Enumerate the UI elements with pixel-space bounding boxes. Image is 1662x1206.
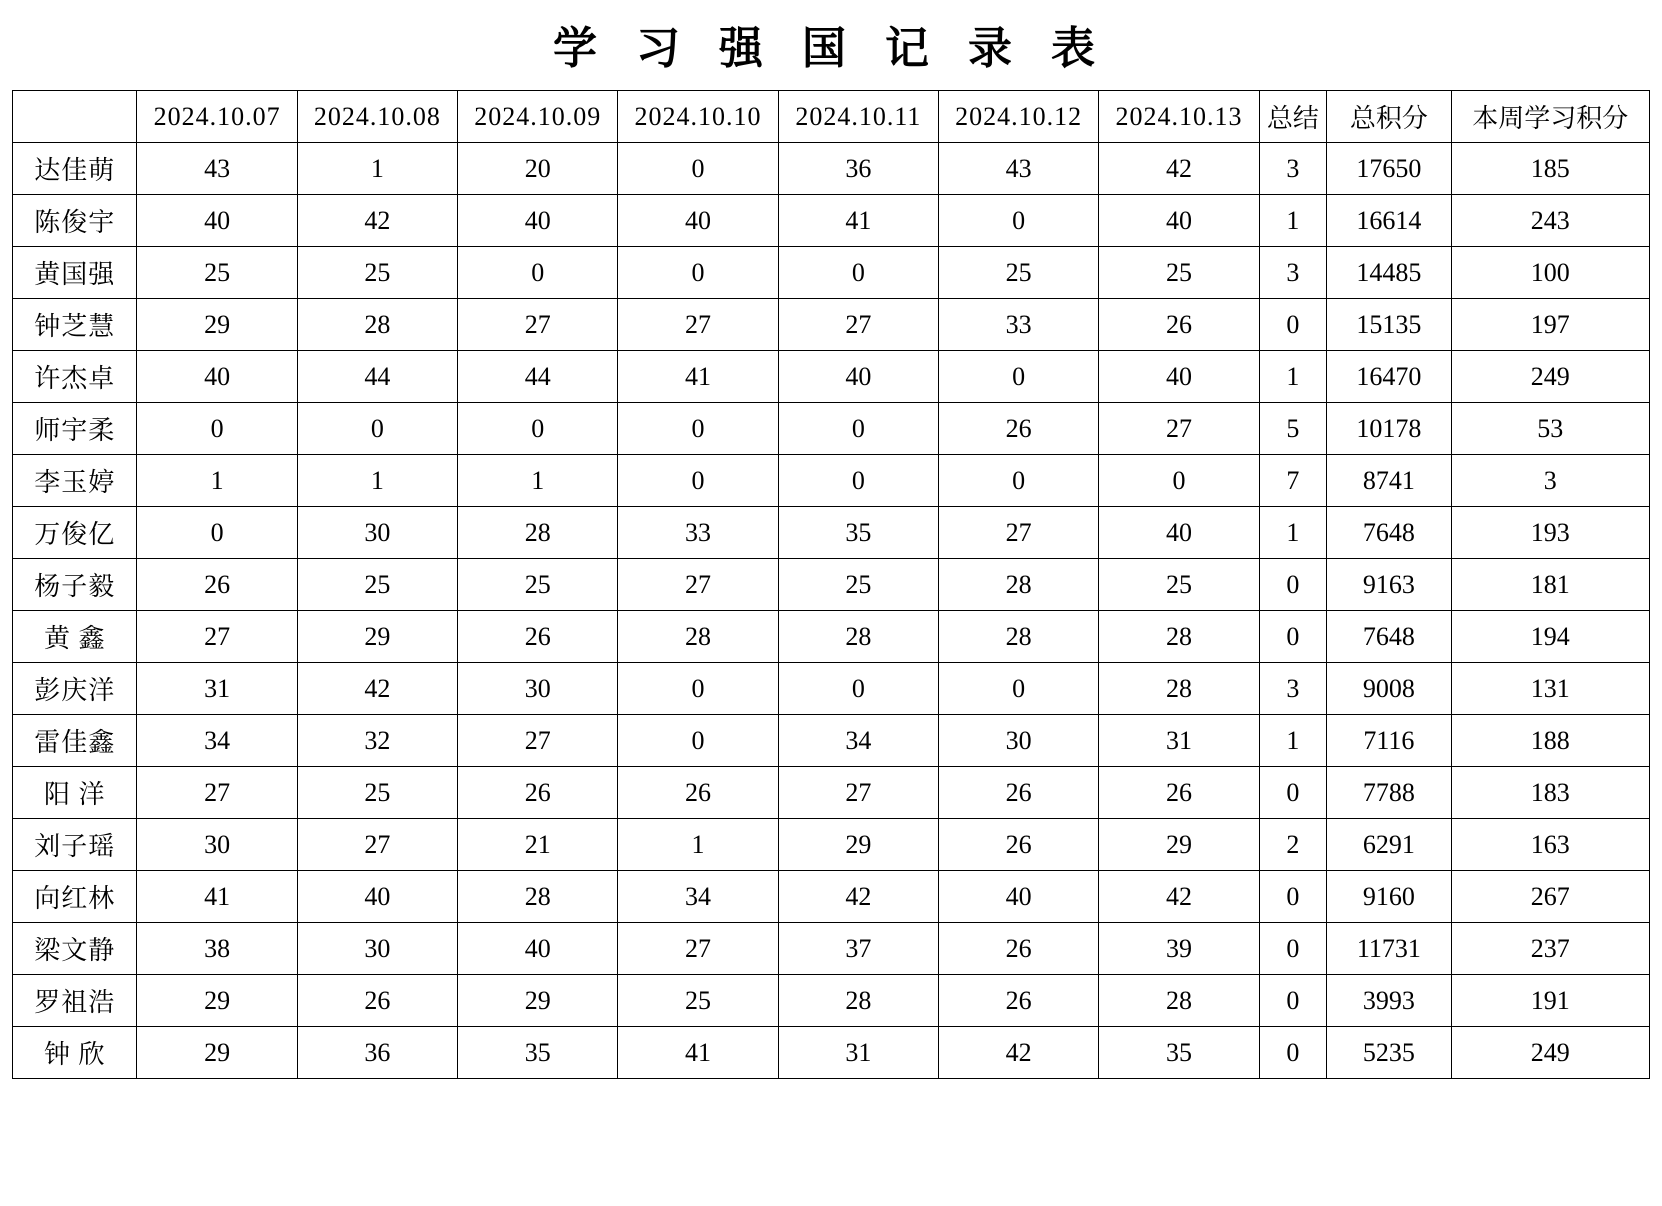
day-score-cell: 40 (1099, 507, 1259, 559)
day-score-cell: 28 (458, 871, 618, 923)
total-points-cell: 16614 (1327, 195, 1451, 247)
day-score-cell: 40 (1099, 351, 1259, 403)
day-score-cell: 0 (778, 247, 938, 299)
day-score-cell: 30 (939, 715, 1099, 767)
day-score-cell: 28 (939, 611, 1099, 663)
header-day-2: 2024.10.08 (297, 91, 457, 143)
total-points-cell: 9163 (1327, 559, 1451, 611)
day-score-cell: 30 (137, 819, 297, 871)
total-points-cell: 14485 (1327, 247, 1451, 299)
day-score-cell: 29 (458, 975, 618, 1027)
student-name-cell: 万俊亿 (13, 507, 137, 559)
total-points-cell: 16470 (1327, 351, 1451, 403)
day-score-cell: 26 (137, 559, 297, 611)
day-score-cell: 0 (458, 403, 618, 455)
week-points-cell: 3 (1451, 455, 1649, 507)
total-points-cell: 6291 (1327, 819, 1451, 871)
student-name-cell: 钟芝慧 (13, 299, 137, 351)
day-score-cell: 34 (137, 715, 297, 767)
summary-cell: 3 (1259, 247, 1327, 299)
total-points-cell: 5235 (1327, 1027, 1451, 1079)
day-score-cell: 0 (137, 403, 297, 455)
day-score-cell: 40 (458, 923, 618, 975)
total-points-cell: 7648 (1327, 611, 1451, 663)
student-name-cell: 许杰卓 (13, 351, 137, 403)
week-points-cell: 194 (1451, 611, 1649, 663)
summary-cell: 1 (1259, 351, 1327, 403)
student-name-cell: 李玉婷 (13, 455, 137, 507)
week-points-cell: 191 (1451, 975, 1649, 1027)
day-score-cell: 33 (939, 299, 1099, 351)
student-name-cell: 陈俊宇 (13, 195, 137, 247)
week-points-cell: 100 (1451, 247, 1649, 299)
summary-cell: 0 (1259, 611, 1327, 663)
day-score-cell: 28 (1099, 611, 1259, 663)
day-score-cell: 28 (778, 611, 938, 663)
day-score-cell: 30 (297, 507, 457, 559)
week-points-cell: 267 (1451, 871, 1649, 923)
summary-cell: 3 (1259, 143, 1327, 195)
table-row (13, 923, 1650, 975)
day-score-cell: 26 (939, 819, 1099, 871)
day-score-cell: 0 (618, 403, 778, 455)
header-day-1: 2024.10.07 (137, 91, 297, 143)
summary-cell: 0 (1259, 871, 1327, 923)
week-points-cell: 183 (1451, 767, 1649, 819)
student-name-cell: 达佳萌 (13, 143, 137, 195)
week-points-cell: 163 (1451, 819, 1649, 871)
header-day-7: 2024.10.13 (1099, 91, 1259, 143)
table-row (13, 663, 1650, 715)
day-score-cell: 0 (458, 247, 618, 299)
day-score-cell: 29 (137, 299, 297, 351)
day-score-cell: 29 (1099, 819, 1259, 871)
day-score-cell: 42 (939, 1027, 1099, 1079)
day-score-cell: 29 (297, 611, 457, 663)
table-row (13, 1027, 1650, 1079)
day-score-cell: 38 (137, 923, 297, 975)
week-points-cell: 188 (1451, 715, 1649, 767)
day-score-cell: 27 (618, 299, 778, 351)
day-score-cell: 44 (458, 351, 618, 403)
week-points-cell: 185 (1451, 143, 1649, 195)
header-day-5: 2024.10.11 (778, 91, 938, 143)
student-name-cell: 黄 鑫 (13, 611, 137, 663)
header-day-6: 2024.10.12 (939, 91, 1099, 143)
day-score-cell: 28 (939, 559, 1099, 611)
total-points-cell: 7788 (1327, 767, 1451, 819)
summary-cell: 0 (1259, 559, 1327, 611)
day-score-cell: 43 (137, 143, 297, 195)
total-points-cell: 7116 (1327, 715, 1451, 767)
header-corner-cell (13, 91, 137, 143)
day-score-cell: 26 (1099, 299, 1259, 351)
day-score-cell: 27 (458, 299, 618, 351)
day-score-cell: 25 (297, 247, 457, 299)
day-score-cell: 27 (137, 767, 297, 819)
day-score-cell: 37 (778, 923, 938, 975)
day-score-cell: 0 (778, 663, 938, 715)
table-row (13, 559, 1650, 611)
day-score-cell: 29 (137, 1027, 297, 1079)
table-row (13, 507, 1650, 559)
day-score-cell: 27 (297, 819, 457, 871)
day-score-cell: 0 (1099, 455, 1259, 507)
day-score-cell: 25 (458, 559, 618, 611)
day-score-cell: 40 (137, 195, 297, 247)
summary-cell: 2 (1259, 819, 1327, 871)
day-score-cell: 34 (618, 871, 778, 923)
day-score-cell: 1 (297, 455, 457, 507)
day-score-cell: 27 (1099, 403, 1259, 455)
day-score-cell: 1 (137, 455, 297, 507)
day-score-cell: 27 (939, 507, 1099, 559)
total-points-cell: 7648 (1327, 507, 1451, 559)
day-score-cell: 28 (297, 299, 457, 351)
day-score-cell: 26 (297, 975, 457, 1027)
day-score-cell: 0 (618, 247, 778, 299)
day-score-cell: 25 (618, 975, 778, 1027)
day-score-cell: 26 (939, 923, 1099, 975)
day-score-cell: 31 (778, 1027, 938, 1079)
header-week-points: 本周学习积分 (1451, 91, 1649, 143)
records-table (12, 90, 1650, 1079)
table-row (13, 455, 1650, 507)
day-score-cell: 0 (778, 403, 938, 455)
day-score-cell: 41 (618, 351, 778, 403)
week-points-cell: 181 (1451, 559, 1649, 611)
total-points-cell: 17650 (1327, 143, 1451, 195)
summary-cell: 0 (1259, 1027, 1327, 1079)
total-points-cell: 10178 (1327, 403, 1451, 455)
table-row (13, 247, 1650, 299)
total-points-cell: 9008 (1327, 663, 1451, 715)
table-row (13, 403, 1650, 455)
day-score-cell: 34 (778, 715, 938, 767)
day-score-cell: 0 (939, 663, 1099, 715)
day-score-cell: 25 (1099, 247, 1259, 299)
day-score-cell: 0 (939, 351, 1099, 403)
day-score-cell: 32 (297, 715, 457, 767)
table-row (13, 195, 1650, 247)
day-score-cell: 40 (778, 351, 938, 403)
total-points-cell: 8741 (1327, 455, 1451, 507)
summary-cell: 0 (1259, 299, 1327, 351)
day-score-cell: 28 (1099, 975, 1259, 1027)
student-name-cell: 向红林 (13, 871, 137, 923)
day-score-cell: 0 (939, 195, 1099, 247)
day-score-cell: 0 (297, 403, 457, 455)
day-score-cell: 25 (137, 247, 297, 299)
page-title: 学 习 强 国 记 录 表 (553, 24, 1109, 73)
table-row (13, 299, 1650, 351)
day-score-cell: 35 (458, 1027, 618, 1079)
day-score-cell: 27 (618, 923, 778, 975)
student-name-cell: 阳 洋 (13, 767, 137, 819)
day-score-cell: 0 (137, 507, 297, 559)
day-score-cell: 40 (618, 195, 778, 247)
day-score-cell: 36 (297, 1027, 457, 1079)
day-score-cell: 42 (297, 195, 457, 247)
day-score-cell: 0 (618, 143, 778, 195)
table-row (13, 767, 1650, 819)
day-score-cell: 28 (458, 507, 618, 559)
day-score-cell: 40 (1099, 195, 1259, 247)
day-score-cell: 0 (939, 455, 1099, 507)
day-score-cell: 20 (458, 143, 618, 195)
day-score-cell: 40 (137, 351, 297, 403)
student-name-cell: 杨子毅 (13, 559, 137, 611)
summary-cell: 0 (1259, 923, 1327, 975)
day-score-cell: 29 (137, 975, 297, 1027)
day-score-cell: 1 (458, 455, 618, 507)
day-score-cell: 39 (1099, 923, 1259, 975)
day-score-cell: 29 (778, 819, 938, 871)
day-score-cell: 27 (778, 299, 938, 351)
day-score-cell: 42 (778, 871, 938, 923)
student-name-cell: 梁文静 (13, 923, 137, 975)
day-score-cell: 30 (297, 923, 457, 975)
day-score-cell: 27 (778, 767, 938, 819)
day-score-cell: 42 (1099, 871, 1259, 923)
day-score-cell: 41 (137, 871, 297, 923)
week-points-cell: 243 (1451, 195, 1649, 247)
day-score-cell: 42 (297, 663, 457, 715)
summary-cell: 1 (1259, 715, 1327, 767)
table-header-row (13, 91, 1650, 143)
day-score-cell: 26 (1099, 767, 1259, 819)
week-points-cell: 249 (1451, 1027, 1649, 1079)
header-total-points: 总积分 (1327, 91, 1451, 143)
day-score-cell: 1 (297, 143, 457, 195)
day-score-cell: 0 (618, 715, 778, 767)
day-score-cell: 0 (618, 663, 778, 715)
day-score-cell: 36 (778, 143, 938, 195)
day-score-cell: 26 (618, 767, 778, 819)
week-points-cell: 237 (1451, 923, 1649, 975)
student-name-cell: 师宇柔 (13, 403, 137, 455)
week-points-cell: 131 (1451, 663, 1649, 715)
day-score-cell: 42 (1099, 143, 1259, 195)
day-score-cell: 31 (1099, 715, 1259, 767)
summary-cell: 5 (1259, 403, 1327, 455)
week-points-cell: 249 (1451, 351, 1649, 403)
summary-cell: 7 (1259, 455, 1327, 507)
table-row (13, 611, 1650, 663)
day-score-cell: 35 (1099, 1027, 1259, 1079)
table-row (13, 715, 1650, 767)
student-name-cell: 彭庆洋 (13, 663, 137, 715)
student-name-cell: 雷佳鑫 (13, 715, 137, 767)
summary-cell: 1 (1259, 507, 1327, 559)
day-score-cell: 31 (137, 663, 297, 715)
day-score-cell: 41 (618, 1027, 778, 1079)
day-score-cell: 28 (618, 611, 778, 663)
summary-cell: 3 (1259, 663, 1327, 715)
day-score-cell: 41 (778, 195, 938, 247)
day-score-cell: 27 (618, 559, 778, 611)
total-points-cell: 15135 (1327, 299, 1451, 351)
day-score-cell: 0 (618, 455, 778, 507)
day-score-cell: 21 (458, 819, 618, 871)
summary-cell: 0 (1259, 975, 1327, 1027)
total-points-cell: 3993 (1327, 975, 1451, 1027)
day-score-cell: 33 (618, 507, 778, 559)
day-score-cell: 25 (1099, 559, 1259, 611)
day-score-cell: 26 (939, 403, 1099, 455)
day-score-cell: 27 (137, 611, 297, 663)
day-score-cell: 28 (778, 975, 938, 1027)
day-score-cell: 43 (939, 143, 1099, 195)
day-score-cell: 26 (458, 767, 618, 819)
student-name-cell: 黄国强 (13, 247, 137, 299)
day-score-cell: 26 (939, 975, 1099, 1027)
total-points-cell: 11731 (1327, 923, 1451, 975)
day-score-cell: 26 (458, 611, 618, 663)
table-body (13, 143, 1650, 1079)
student-name-cell: 刘子瑶 (13, 819, 137, 871)
day-score-cell: 25 (939, 247, 1099, 299)
day-score-cell: 40 (297, 871, 457, 923)
student-name-cell: 罗祖浩 (13, 975, 137, 1027)
day-score-cell: 25 (778, 559, 938, 611)
table-row (13, 975, 1650, 1027)
day-score-cell: 1 (618, 819, 778, 871)
day-score-cell: 30 (458, 663, 618, 715)
summary-cell: 0 (1259, 767, 1327, 819)
table-row (13, 871, 1650, 923)
header-day-3: 2024.10.09 (458, 91, 618, 143)
header-summary: 总结 (1259, 91, 1327, 143)
day-score-cell: 28 (1099, 663, 1259, 715)
day-score-cell: 35 (778, 507, 938, 559)
summary-cell: 1 (1259, 195, 1327, 247)
day-score-cell: 26 (939, 767, 1099, 819)
day-score-cell: 40 (458, 195, 618, 247)
table-row (13, 143, 1650, 195)
total-points-cell: 9160 (1327, 871, 1451, 923)
day-score-cell: 25 (297, 767, 457, 819)
week-points-cell: 193 (1451, 507, 1649, 559)
student-name-cell: 钟 欣 (13, 1027, 137, 1079)
table-row (13, 351, 1650, 403)
day-score-cell: 0 (778, 455, 938, 507)
table-row (13, 819, 1650, 871)
day-score-cell: 25 (297, 559, 457, 611)
day-score-cell: 40 (939, 871, 1099, 923)
day-score-cell: 44 (297, 351, 457, 403)
header-day-4: 2024.10.10 (618, 91, 778, 143)
week-points-cell: 197 (1451, 299, 1649, 351)
day-score-cell: 27 (458, 715, 618, 767)
week-points-cell: 53 (1451, 403, 1649, 455)
